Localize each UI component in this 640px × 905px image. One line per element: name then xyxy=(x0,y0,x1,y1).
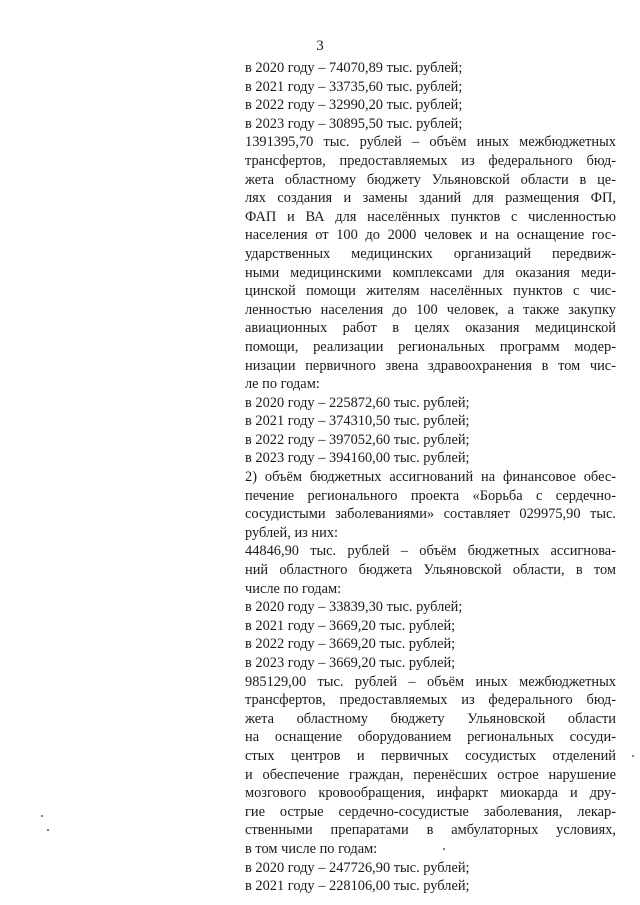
text-line: на оснащение оборудованием региональных сосуди- xyxy=(245,729,616,746)
text-line: авиационных работ в целях оказания медицинской xyxy=(245,320,616,337)
text-line: в 2020 году – 74070,89 тыс. рублей; xyxy=(245,60,463,76)
text-line: сосудистыми заболеваниями» составляет 029975,90 тыс. xyxy=(245,506,616,523)
text-line: трансфертов, предоставляемых из федерального бюд- xyxy=(245,152,616,169)
text-line: в 2021 году – 3669,20 тыс. рублей; xyxy=(245,617,456,634)
text-line: ными медицинскими комплексами для оказания меди- xyxy=(245,264,616,281)
text-line: в 2021 году – 228106,00 тыс. рублей; xyxy=(245,878,470,895)
text-line: в 2021 году – 374310,50 тыс. рублей; xyxy=(245,413,470,430)
text-line: печение регионального проекта «Борьба с сердечно- xyxy=(245,487,616,504)
text-line: в 2020 году – 33839,30 тыс. рублей; xyxy=(245,599,463,616)
scan-speck xyxy=(632,755,634,757)
text-line: лях создания и замены зданий для размещения ФП, xyxy=(245,190,616,207)
text-line: в 2021 году – 33735,60 тыс. рублей; xyxy=(245,78,463,95)
text-line: 2) объём бюджетных ассигнований на финансовое обес- xyxy=(245,469,616,486)
page-number: 3 xyxy=(316,38,324,54)
text-line: рублей, из них: xyxy=(245,524,339,541)
text-line: ударственных медицинских организаций передвиж- xyxy=(245,245,616,262)
text-line: жета областному бюджету Ульяновской области xyxy=(245,710,616,727)
text-line: в том числе по годам: xyxy=(245,840,378,857)
text-line: в 2022 году – 397052,60 тыс. рублей; xyxy=(245,431,470,448)
text-line: числе по годам: xyxy=(245,580,342,597)
scan-speck xyxy=(47,829,49,831)
text-line: в 2022 году – 3669,20 тыс. рублей; xyxy=(245,636,456,653)
text-line: мозгового кровообращения, инфаркт миокарда и дру- xyxy=(245,785,616,802)
text-line: в 2023 году – 394160,00 тыс. рублей; xyxy=(245,450,470,467)
text-line: ленностью населения до 100 человек, а также закупку xyxy=(245,301,616,318)
scan-speck xyxy=(41,815,43,817)
text-line: в 2022 году – 32990,20 тыс. рублей; xyxy=(245,97,463,114)
text-line: ний областного бюджета Ульяновской области, в том xyxy=(245,562,616,579)
text-line: и обеспечение граждан, перенёсших острое нарушение xyxy=(245,766,616,783)
text-line: 44846,90 тыс. рублей – объём бюджетных ассигнова- xyxy=(245,543,616,560)
text-line: в 2023 году – 3669,20 тыс. рублей; xyxy=(245,655,456,671)
text-line: ФАП и ВА для населённых пунктов с численностью xyxy=(245,208,616,225)
document-body xyxy=(245,59,616,896)
scan-speck xyxy=(443,848,445,850)
text-line: в 2023 году – 30895,50 тыс. рублей; xyxy=(245,115,463,132)
text-line: ле по годам: xyxy=(245,376,320,393)
text-line: трансфертов, предоставляемых из федерального бюд- xyxy=(245,692,616,709)
text-line: населения от 100 до 2000 человек и на оснащение гос- xyxy=(245,227,616,244)
text-line: жета областному бюджету Ульяновской области в це- xyxy=(245,171,616,188)
text-line: в 2020 году – 247726,90 тыс. рублей; xyxy=(245,859,470,876)
text-line: помощи, реализации региональных программ модер- xyxy=(245,338,616,355)
text-line: гие острые сердечно-сосудистые заболевания, лекар- xyxy=(245,803,616,820)
text-line: 985129,00 тыс. рублей – объём иных межбюджетных xyxy=(245,673,616,690)
text-line: стых центров и первичных сосудистых отделений xyxy=(245,747,616,764)
text-line: цинской помощи жителям населённых пунктов с чис- xyxy=(245,283,616,300)
text-line: в 2020 году – 225872,60 тыс. рублей; xyxy=(245,394,470,411)
text-line: низации первичного звена здравоохранения в том чис- xyxy=(245,357,616,374)
text-line: 1391395,70 тыс. рублей – объём иных межбюджетных xyxy=(245,134,616,151)
text-line: ственными препаратами в амбулаторных условиях, xyxy=(245,822,616,839)
